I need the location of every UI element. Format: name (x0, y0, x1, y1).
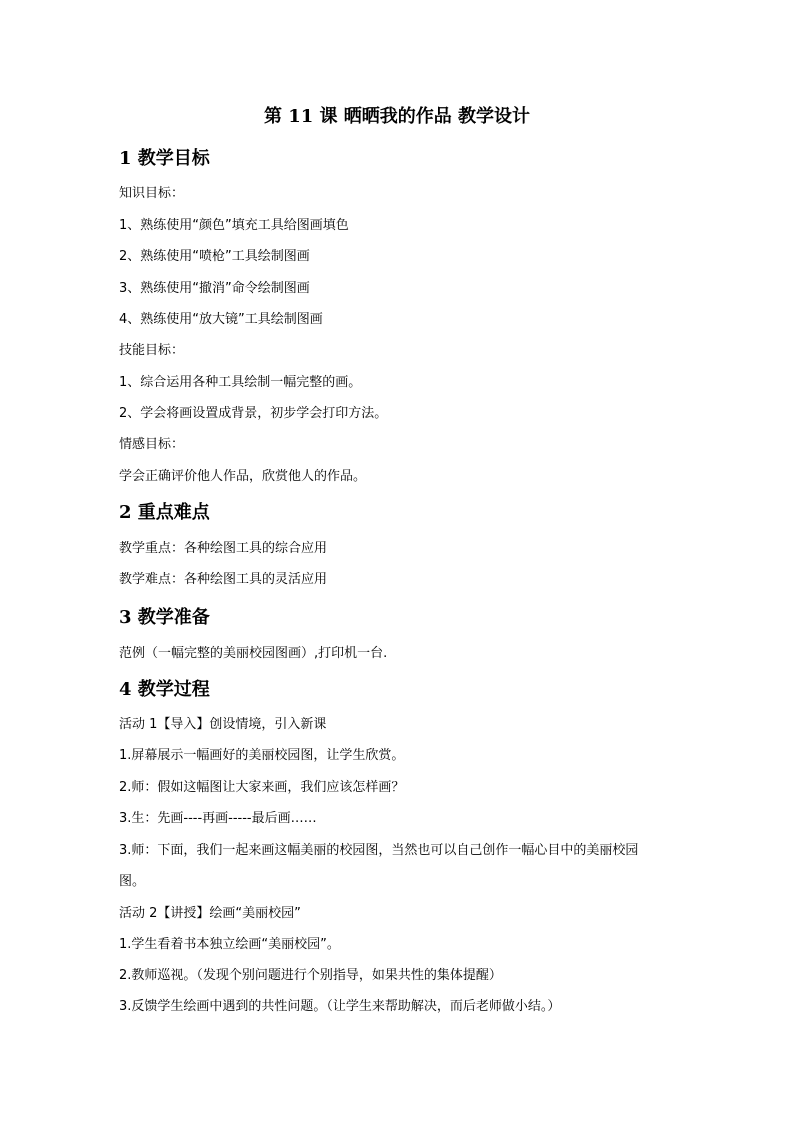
objectives-line: 情感目标： (119, 437, 185, 452)
process-line: 活动 2【讲授】绘画“美丽校园” (119, 906, 301, 921)
process-line: 1.学生看着书本独立绘画“美丽校园”。 (119, 937, 340, 952)
objectives-line: 4、熟练使用“放大镜”工具绘制图画 (119, 312, 323, 327)
process-line: 图。 (119, 874, 146, 889)
objectives-line: 学会正确评价他人作品，欣赏他人的作品。 (119, 469, 367, 484)
objectives-line: 2、学会将画设置成背景，初步学会打印方法。 (119, 406, 388, 421)
section-heading-objectives: 1 教学目标 (119, 148, 210, 169)
key-points-line: 教学难点：各种绘图工具的灵活应用 (119, 572, 328, 587)
process-line: 3.师：下面，我们一起来画这幅美丽的校园图，当然也可以自己创作一幅心目中的美丽校园 (119, 843, 639, 858)
process-line: 3.反馈学生绘画中遇到的共性问题。（让学生来帮助解决，而后老师做小结。） (119, 999, 561, 1014)
objectives-line: 1、综合运用各种工具绘制一幅完整的画。 (119, 375, 362, 390)
preparation-line: 范例（一幅完整的美丽校园图画）,打印机一台. (119, 646, 388, 661)
section-heading-key-points: 2 重点难点 (119, 502, 210, 523)
section-heading-process: 4 教学过程 (119, 679, 210, 700)
key-points-line: 教学重点：各种绘图工具的综合应用 (119, 541, 328, 556)
objectives-line: 2、熟练使用“喷枪”工具绘制图画 (119, 249, 310, 264)
objectives-line: 3、熟练使用“撤消”命令绘制图画 (119, 281, 310, 296)
objectives-line: 1、熟练使用“颜色”填充工具给图画填色 (119, 218, 349, 233)
objectives-line: 知识目标： (119, 186, 185, 201)
document-title: 第 11 课 晒晒我的作品 教学设计 (263, 106, 531, 127)
objectives-line: 技能目标： (119, 343, 185, 358)
process-line: 活动 1【导入】创设情境，引入新课 (119, 717, 327, 732)
process-line: 2.师：假如这幅图让大家来画，我们应该怎样画？ (119, 780, 405, 795)
section-heading-preparation: 3 教学准备 (119, 607, 210, 628)
process-line: 2.教师巡视。（发现个别问题进行个别指导，如果共性的集体提醒） (119, 968, 502, 983)
process-line: 3.生：先画----再画-----最后画…… (119, 811, 317, 826)
process-line: 1.屏幕展示一幅画好的美丽校园图，让学生欣赏。 (119, 748, 405, 763)
